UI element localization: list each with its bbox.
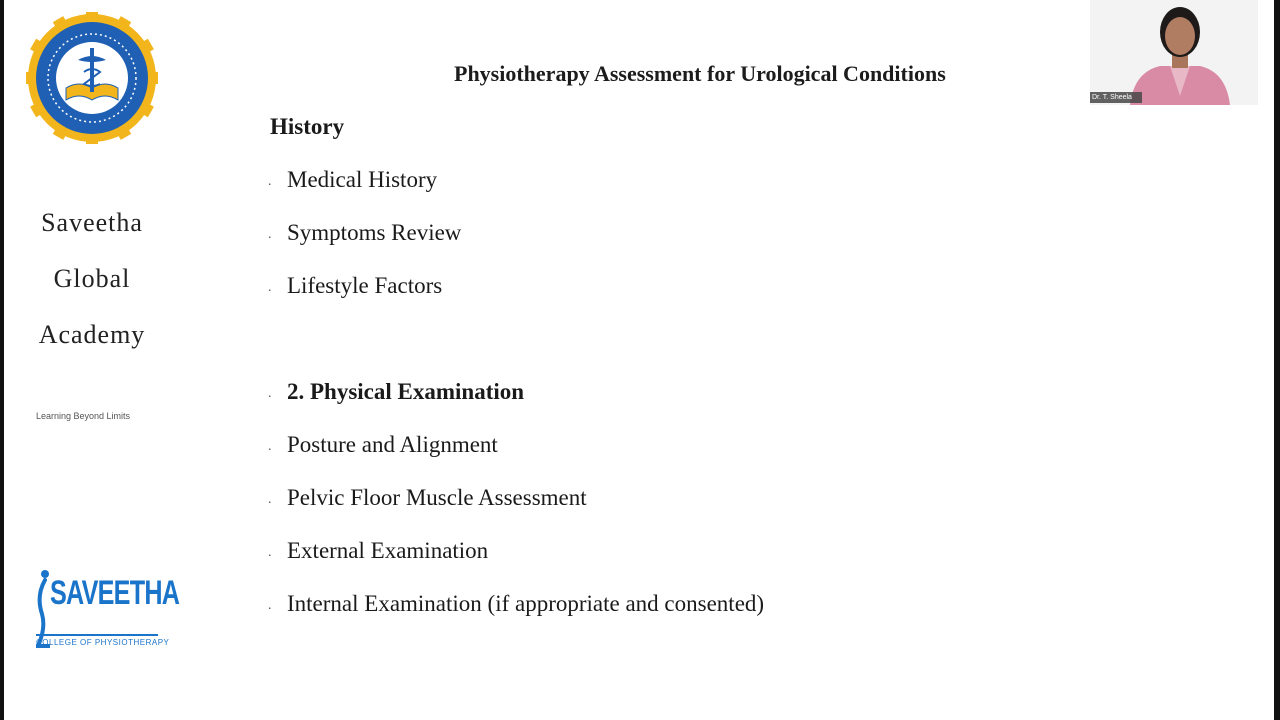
- slide-sidebar: [4, 0, 180, 720]
- college-subtitle: COLLEGE OF PHYSIOTHERAPY: [36, 634, 158, 647]
- list-item-heading: . 2. Physical Examination: [268, 379, 525, 404]
- presenter-avatar-icon: [1090, 0, 1258, 105]
- list-item: . External Examination: [268, 538, 489, 563]
- bullet-icon: .: [268, 226, 272, 242]
- bullet-icon: .: [268, 597, 272, 613]
- college-name: SAVEETHA: [50, 574, 180, 612]
- bullet-icon: .: [268, 491, 272, 507]
- list-item: . Symptoms Review: [268, 220, 462, 245]
- list-item: . Posture and Alignment: [268, 432, 498, 457]
- bullet-icon: .: [268, 544, 272, 560]
- list-item: . Pelvic Floor Muscle Assessment: [268, 485, 587, 510]
- bullet-icon: .: [268, 279, 272, 295]
- academy-tagline: Learning Beyond Limits: [36, 411, 131, 421]
- bullet-icon: .: [268, 385, 272, 401]
- bullet-icon: .: [268, 173, 272, 189]
- list-item: . Lifestyle Factors: [268, 273, 443, 298]
- participant-name-label: Dr. T. Sheela: [1090, 92, 1142, 103]
- college-logo: [32, 566, 180, 661]
- university-seal-logo: [26, 12, 158, 144]
- list-item: . Internal Examination (if appropriate and consented): [268, 591, 765, 616]
- section-heading: History: [270, 114, 345, 139]
- presenter-video-thumbnail[interactable]: [1090, 0, 1258, 105]
- list-item: . Medical History: [268, 167, 438, 192]
- bullet-icon: .: [268, 438, 272, 454]
- academy-name: [4, 195, 180, 363]
- slide-title: Physiotherapy Assessment for Urological Conditions: [454, 61, 946, 86]
- academy-line: Saveetha: [41, 208, 143, 237]
- academy-line: Academy: [38, 320, 146, 349]
- slide-border-right: [1274, 0, 1280, 720]
- academy-line: Global: [53, 264, 131, 293]
